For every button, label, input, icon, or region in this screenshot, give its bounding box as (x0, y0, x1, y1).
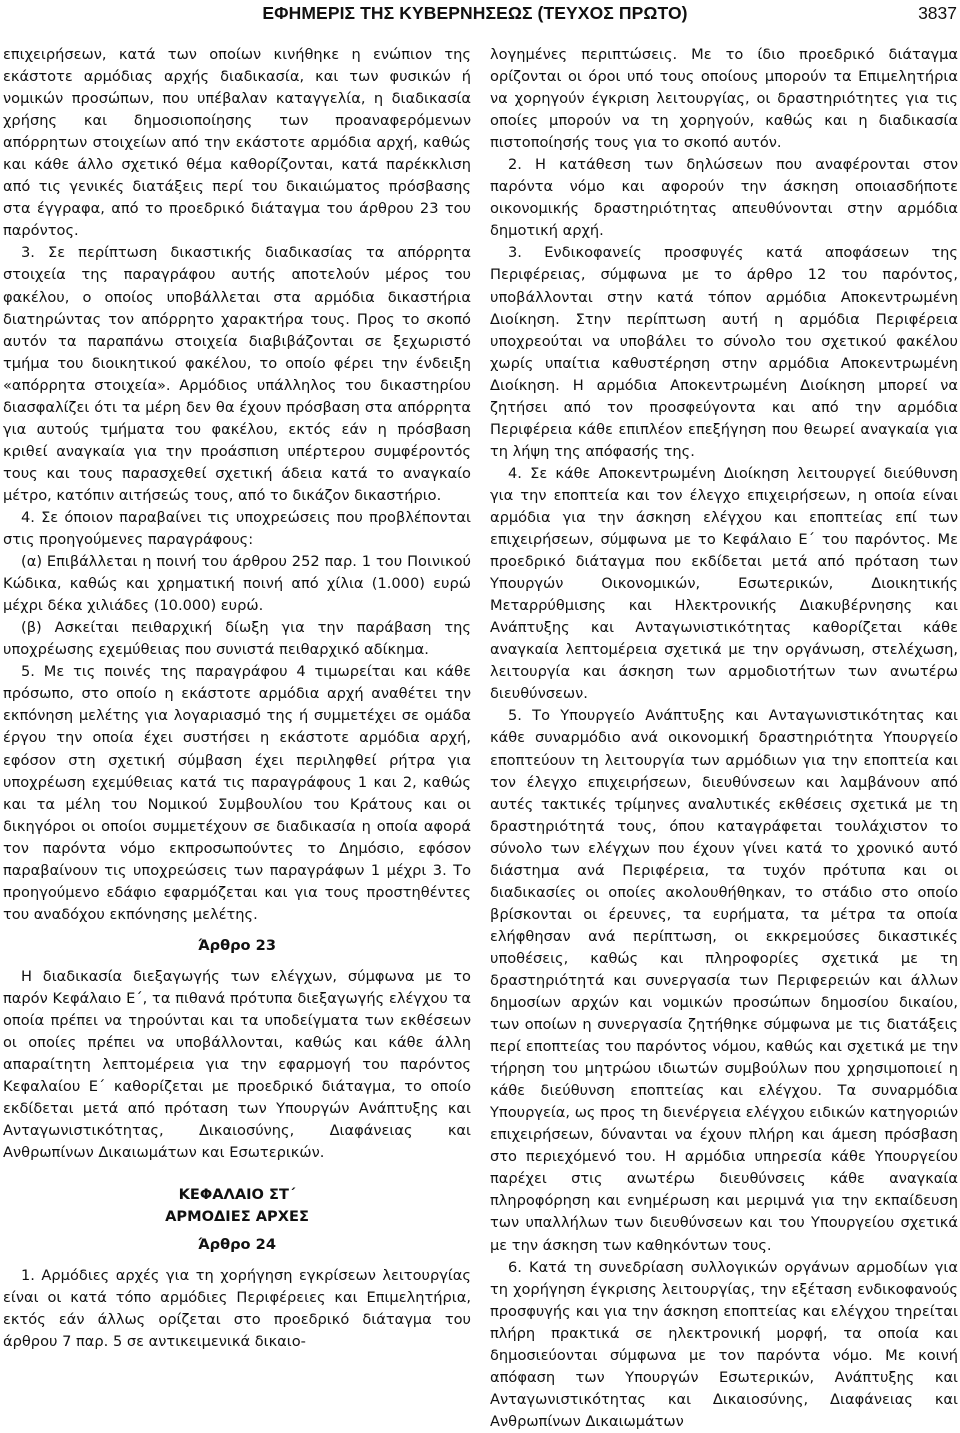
chapter-subheading: ΑΡΜΟΔΙΕΣ ΑΡΧΕΣ (165, 1208, 309, 1226)
paragraph: 4. Σε όποιον παραβαίνει τις υποχρεώσεις που προβλέπονται στις προηγούμενες παραγράφους: (3, 508, 471, 549)
paragraph: λογημένες περιπτώσεις. Με το ίδιο προεδρικό διάταγμα ορίζονται οι όροι υπό τους οποίους μπορούν τα Επιμελητήρια να χορηγούν έγκριση λειτουργίας, οι δραστηριότητες για τις οποίες μπορούν να τη χορηγούν, καθώς και η διαδικασία πιστοποίησής τους για το σκοπό αυτόν. (490, 46, 958, 152)
gazette-title: ΕΦΗΜΕΡΙΣ ΤΗΣ ΚΥΒΕΡΝΗΣΕΩΣ (ΤΕΥΧΟΣ ΠΡΩΤΟ) (262, 3, 688, 23)
paragraph: (β) Ασκείται πειθαρχική δίωξη για την παράβαση της υποχρέωσης εχεμύθειας που συνιστά πειθαρχικό αδίκημα. (3, 619, 471, 659)
paragraph: 6. Κατά τη συνεδρίαση συλλογικών οργάνων αρμοδίων για τη χορήγηση έγκρισης λειτουργίας, την εξέταση ενδικοφανούς προσφυγής και για την άσκηση εποπτείας και ελέγχου τηρείται πλήρη πρακτικά σε ηλεκτρονική μορφή, τα οποία και δημοσιεύονται σύμφωνα με τον παρόντα νόμο. Με κοινή απόφαση των Υπουργών Εσωτερικών, Ανάπτυξης και Ανταγωνιστικότητας και Δικαιοσύνης, Διαφάνειας και Ανθρωπίνων Δικαιωμάτων (490, 1258, 958, 1430)
right-column (490, 44, 958, 1433)
paragraph: 3. Σε περίπτωση δικαστικής διαδικασίας τα απόρρητα στοιχεία της παραγράφου αυτής αποτελούν μέρος του φακέλου, ο οποίος υποβάλλεται στα αρμόδια δικαστήρια διατηρώντας τον απόρρητο χαρακτήρα τους. Προς το σκοπό αυτόν τα παραπάνω στοιχεία διαβιβάζονται σε ξεχωριστό τμήμα του διοικητικού φακέλου, το οποίο φέρει την ένδειξη «απόρρητα στοιχεία». Αρμόδιος υπάλληλος του δικαστηρίου διασφαλίζει ότι τα μέρη δεν θα έχουν πρόσβαση στα απόρρητα για αυτούς τμήματα του φακέλου, εκτός εάν η πρόσβαση κριθεί αναγκαία για την προάσπιση υπέρτερου συμφέροντός τους και τους παρασχεθεί σχετική άδεια κατά το αναγκαίο μέτρο, κατόπιν αιτήσεώς τους, από το δικάζον δικαστήριο. (3, 244, 471, 504)
page-header (0, 0, 960, 30)
paragraph: επιχειρήσεων, κατά των οποίων κινήθηκε η ενώπιον της εκάστοτε αρμόδιας αρχής διαδικασία, και των φυσικών ή νομικών προσώπων, που υπέβαλαν καταγγελία, η διαδικασία χρήσης και δημοσιοποίησης των προαναφερόμενων απόρρητων στοιχείων από την εκάστοτε αρμόδια αρχή, καθώς και κάθε άλλο σχετικό θέμα καθορίζονται, κατά παρέκκλιση από τις γενικές διατάξεις περί του δικαιώματος πρόσβασης στα έγγραφα, από το προεδρικό διάταγμα του άρθρου 23 του παρόντος. (3, 46, 471, 240)
paragraph: Η διαδικασία διεξαγωγής των ελέγχων, σύμφωνα με το παρόν Κεφάλαιο Ε΄, τα πιθανά πρότυπα διεξαγωγής ελέγχου τα οποία πρέπει να τηρούνται και τα υποδείγματα των εκθέσεων οι οποίες πρέπει να υποβάλλονται, καθώς και κάθε άλλη απαραίτητη λεπτομέρεια για την εφαρμογή του παρόντος Κεφαλαίου Ε΄ καθορίζεται με προεδρικό διάταγμα, το οποίο εκδίδεται μετά από πρόταση των Υπουργών Ανάπτυξης και Ανταγωνιστικότητας, Δικαιοσύνης, Διαφάνειας και Ανθρωπίνων Δικαιωμάτων και Εσωτερικών. (3, 967, 471, 1162)
paragraph: 5. Με τις ποινές της παραγράφου 4 τιμωρείται και κάθε πρόσωπο, στο οποίο η εκάστοτε αρμόδια αρχή αναθέτει την εκπόνηση μελέτης για λογαριασμό της ή συμμετέχει σε ομάδα έργου την οποία έχει συστήσει η εκάστοτε αρμόδια αρχή, εφόσον στη σχετική σύμβαση έχει περιληφθεί ρήτρα για υποχρέωση εχεμύθειας κατά τις παραγράφους 1 και 2, καθώς και τα μέλη του Νομικού Συμβουλίου του Κράτους και οι δικηγόροι οι οποίοι συμμετέχουν σε διαδικασία η οποία αφορά τον παρόντα νόμο εκπροσωπούντες το Δημόσιο, εφόσον παραβαίνουν τις υποχρεώσεις των παραγράφων 1 μέχρι 3. Το προηγούμενο εδάφιο εφαρμόζεται και για τους προστηθέντες του αναδόχου εκπόνησης μελέτης. (3, 663, 471, 923)
chapter-heading: ΚΕΦΑΛΑΙΟ ΣΤ΄ (178, 1186, 296, 1204)
paragraph: 1. Αρμόδιες αρχές για τη χορήγηση εγκρίσεων λειτουργίας είναι οι κατά τόπο αρμόδιες Περιφέρειες και Επιμελητήρια, εκτός εάν άλλως ορίζεται στο προεδρικό διάταγμα του άρθρου 7 παρ. 5 σε αντικειμενικά δικαιο- (3, 1267, 471, 1351)
paragraph: 3. Ενδικοφανείς προσφυγές κατά αποφάσεων της Περιφέρειας, σύμφωνα με το άρθρο 12 του παρόντος, υποβάλλονται στην κατά τόπον αρμόδια Αποκεντρωμένη Διοίκηση. Στην περίπτωση αυτή η αρμόδια Περιφέρεια υποχρεούται να υποβάλει το σύνολο του σχετικού φακέλου χωρίς υπαίτια καθυστέρηση στην αρμόδια Αποκεντρωμένη Διοίκηση. Η αρμόδια Αποκεντρωμένη Διοίκηση μπορεί να ζητήσει από τον προσφεύγοντα και από την αρμόδια Περιφέρεια κάθε επιπλέον επεξήγηση που θεωρεί αναγκαία για τη λήψη της απόφασής της. (490, 244, 958, 460)
left-column (3, 44, 471, 1353)
article-24-heading: Άρθρο 24 (198, 1236, 276, 1254)
page-number: 3837 (918, 3, 957, 23)
paragraph: (α) Επιβάλλεται η ποινή του άρθρου 252 παρ. 1 του Ποινικού Κώδικα, καθώς και χρηματική ποινή από χίλια (1.000) ευρώ μέχρι δέκα χιλιάδες (10.000) ευρώ. (3, 553, 471, 615)
paragraph: 4. Σε κάθε Αποκεντρωμένη Διοίκηση λειτουργεί διεύθυνση για την εποπτεία και τον έλεγχο επιχειρήσεων, η οποία είναι αρμόδια για την άσκηση ελέγχου και εποπτείας επί των επιχειρήσεων, σύμφωνα με το Κεφάλαιο Ε΄ του παρόντος. Με προεδρικό διάταγμα που εκδίδεται μετά από πρόταση των Υπουργών Οικονομικών, Εσωτερικών, Διοικητικής Μεταρρύθμισης και Ηλεκτρονικής Διακυβέρνησης και Ανάπτυξης και Ανταγωνιστικότητας καθορίζεται κάθε αναγκαία λεπτομέρεια σχετικά με την οργάνωση, στελέχωση, λειτουργία και άσκηση των αρμοδιοτήτων των ανωτέρω διευθύνσεων. (490, 464, 958, 703)
article-23-heading: Άρθρο 23 (198, 936, 276, 954)
paragraph: 2. Η κατάθεση των δηλώσεων που αναφέρονται στον παρόντα νόμο και αφορούν την άσκηση οποιασδήποτε οικονομικής δραστηριότητας απευθύνονται στην αρμόδια δημοτική αρχή. (490, 156, 958, 240)
paragraph: 5. Το Υπουργείο Ανάπτυξης και Ανταγωνιστικότητας και κάθε συναρμόδιο ανά οικονομική δραστηριότητα Υπουργείο εποπτεύουν τη λειτουργία των αρμόδιων για την εποπτεία και τον έλεγχο επιχειρήσεων, διευθύνσεων και λαμβάνουν από αυτές τακτικές τρίμηνες αναλυτικές εκθέσεις σχετικά με τη δραστηριότητά τους, όπου καταγράφεται τουλάχιστον το σύνολο των ελέγχων που έχουν γίνει κατά το χρονικό αυτό διάστημα ανά Περιφέρεια, τα τυχόν πρότυπα και οι διαδικασίες οι οποίες ακολουθήθηκαν, το στάδιο στο οποίο βρίσκονται οι έρευνες, τα ευρήματα, τα μέτρα τα οποία ελήφθησαν ανά περίπτωση, οι εκκρεμούσες δικαστικές υποθέσεις, καθώς και πληροφορίες σχετικά με τη δραστηριότητά και συνεργασία των Περιφερειών και άλλων δημοσίων αρχών και νομικών προσώπων δημοσίου δικαίου, των οποίων η συνεργασία ζητήθηκε σύμφωνα με τις διατάξεις περί εποπτείας του παρόντος νόμου, καθώς και σχετικά με την τήρηση του μητρώου ιδιωτών συμβούλων που χρησιμοποιεί η κάθε διεύθυνση εποπτείας και ελέγχου. Τα συναρμόδια Υπουργεία, ως προς τη διενέργεια ελέγχου ειδικών κατηγοριών επιχειρήσεων, δύνανται να έχουν πλήρη και άμεση πρόσβαση στο περιεχόμενό του. Η αρμόδια υπηρεσία κάθε Υπουργείου παρέχει στις ανωτέρω διευθύνσεις κάθε αναγκαία πληροφόρηση και ενημέρωση και μεριμνά για την εκπαίδευση των υπαλλήλων των διευθύνσεων και του Υπουργείου σχετικά με την άσκηση των καθηκόντων τους. (490, 707, 958, 1254)
